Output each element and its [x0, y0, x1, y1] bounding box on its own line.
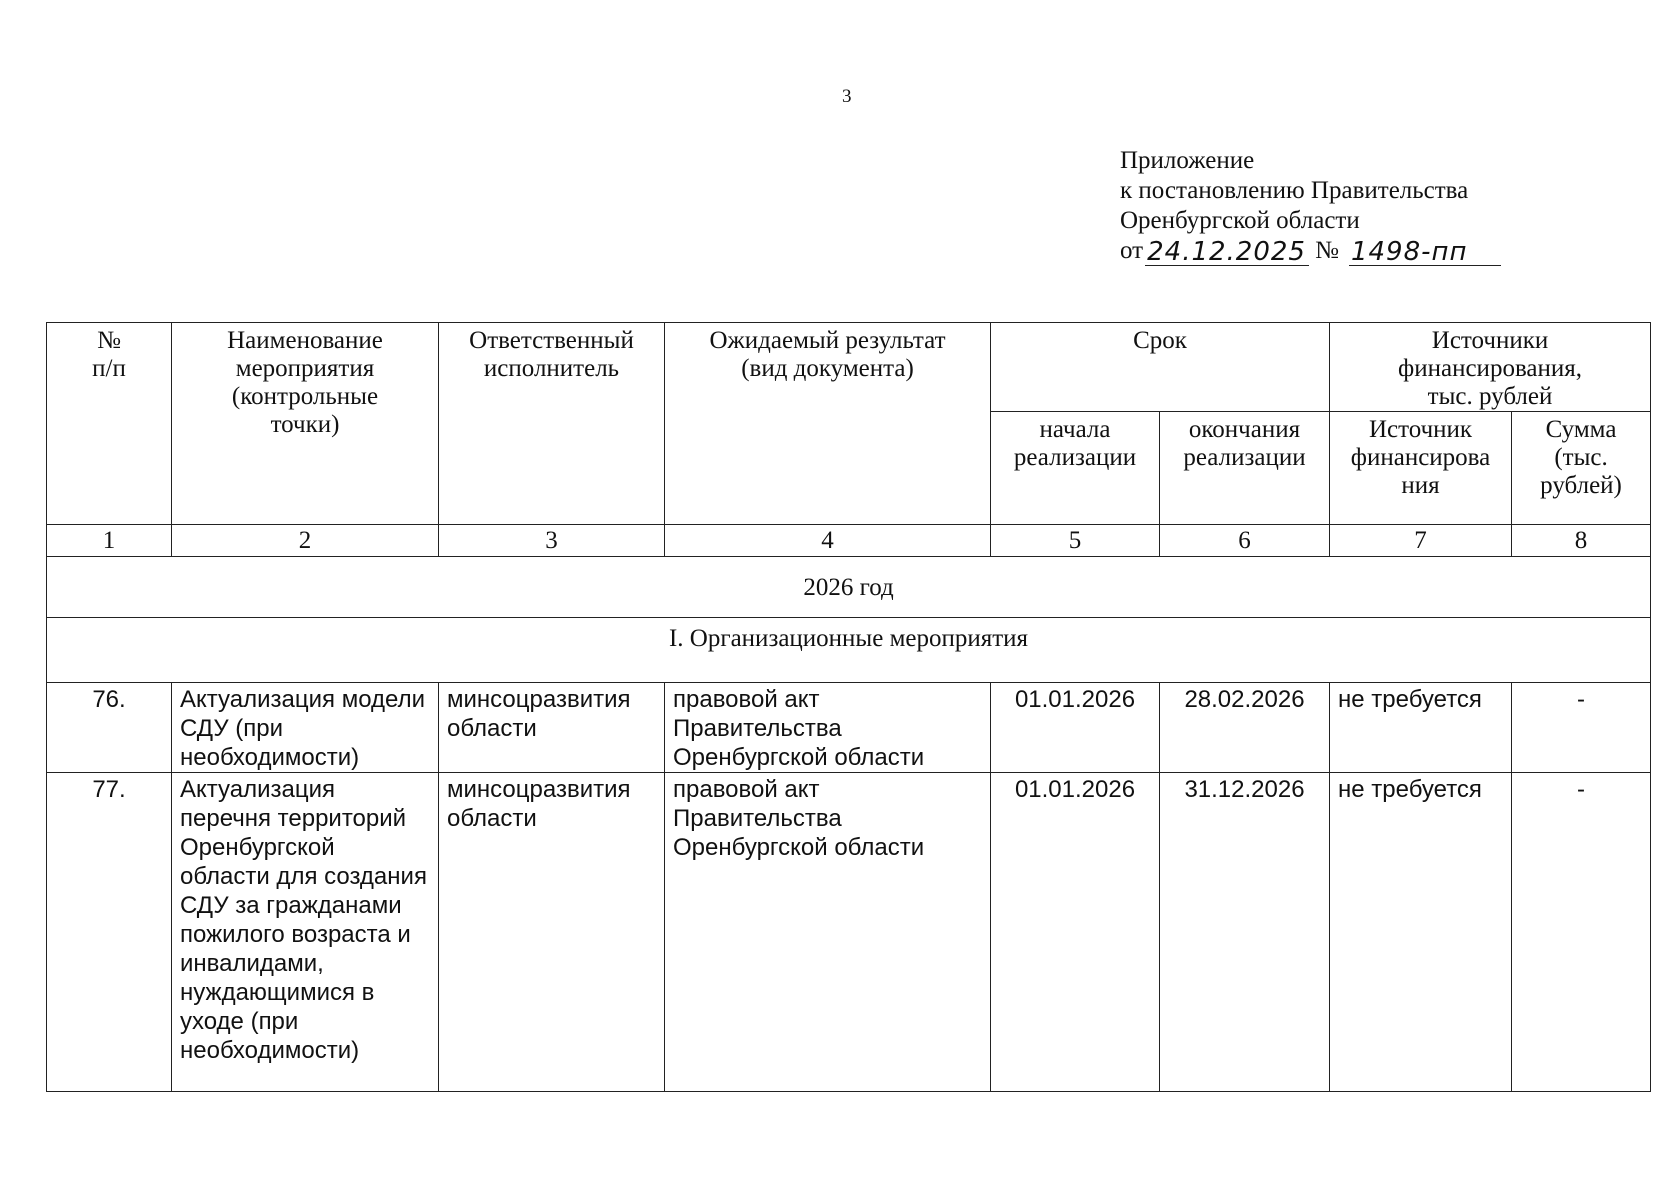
- action-plan-table: [46, 322, 1651, 1092]
- header-term-end: окончания реализации: [1160, 412, 1330, 525]
- column-number: 4: [665, 525, 991, 557]
- column-number-row: [47, 525, 1651, 557]
- row-end-date: 28.02.2026: [1160, 683, 1330, 773]
- table-row: [47, 773, 1651, 1092]
- column-number: 6: [1160, 525, 1330, 557]
- row-responsible: минсоцразвития области: [439, 773, 665, 1092]
- row-num: 77.: [47, 773, 172, 1092]
- row-start-date: 01.01.2026: [991, 683, 1160, 773]
- table-row: [47, 683, 1651, 773]
- column-number: 5: [991, 525, 1160, 557]
- row-responsible: минсоцразвития области: [439, 683, 665, 773]
- appendix-decree-line: к постановлению Правительства: [1120, 177, 1469, 204]
- section-label: I. Организационные мероприятия: [47, 618, 1651, 683]
- column-number: 1: [47, 525, 172, 557]
- column-number: 8: [1512, 525, 1651, 557]
- column-number: 7: [1330, 525, 1512, 557]
- year-label: 2026 год: [47, 557, 1651, 618]
- column-number: 3: [439, 525, 665, 557]
- decree-number: 1498-пп: [1349, 239, 1501, 266]
- row-funding-sum: -: [1512, 773, 1651, 1092]
- decree-date: 24.12.2025: [1145, 239, 1309, 266]
- date-prefix: от: [1120, 237, 1144, 264]
- row-name: Актуализация модели СДУ (при необходимости): [172, 683, 439, 773]
- appendix-header: [1120, 146, 1501, 266]
- year-row: [47, 557, 1651, 618]
- appendix-region-line: Оренбургской области: [1120, 207, 1360, 234]
- header-result: Ожидаемый результат (вид документа): [665, 323, 991, 525]
- page-number: 3: [842, 86, 852, 107]
- appendix-date-number-line: [1120, 236, 1501, 266]
- header-funding-sum: Сумма (тыс. рублей): [1512, 412, 1651, 525]
- header-num: № п/п: [47, 323, 172, 525]
- row-num: 76.: [47, 683, 172, 773]
- row-start-date: 01.01.2026: [991, 773, 1160, 1092]
- row-funding-source: не требуется: [1330, 773, 1512, 1092]
- appendix-title: Приложение: [1120, 147, 1255, 174]
- section-row: [47, 618, 1651, 683]
- row-name: Актуализация перечня территорий Оренбургской области для создания СДУ за гражданами пожилого возраста и инвалидами, нуждающимися в уходе (при необходимости): [172, 773, 439, 1092]
- row-end-date: 31.12.2026: [1160, 773, 1330, 1092]
- row-funding-source: не требуется: [1330, 683, 1512, 773]
- header-name: Наименование мероприятия (контрольные точки): [172, 323, 439, 525]
- row-funding-sum: -: [1512, 683, 1651, 773]
- header-funding: Источники финансирования, тыс. рублей: [1330, 323, 1651, 412]
- row-result: правовой акт Правительства Оренбургской области: [665, 683, 991, 773]
- row-result: правовой акт Правительства Оренбургской области: [665, 773, 991, 1092]
- header-term-start: начала реализации: [991, 412, 1160, 525]
- header-funding-source: Источник финансирова ния: [1330, 412, 1512, 525]
- header-term: Срок: [991, 323, 1330, 412]
- column-number: 2: [172, 525, 439, 557]
- header-row-main: [47, 323, 1651, 412]
- header-responsible: Ответственный исполнитель: [439, 323, 665, 525]
- number-sign: №: [1315, 237, 1339, 264]
